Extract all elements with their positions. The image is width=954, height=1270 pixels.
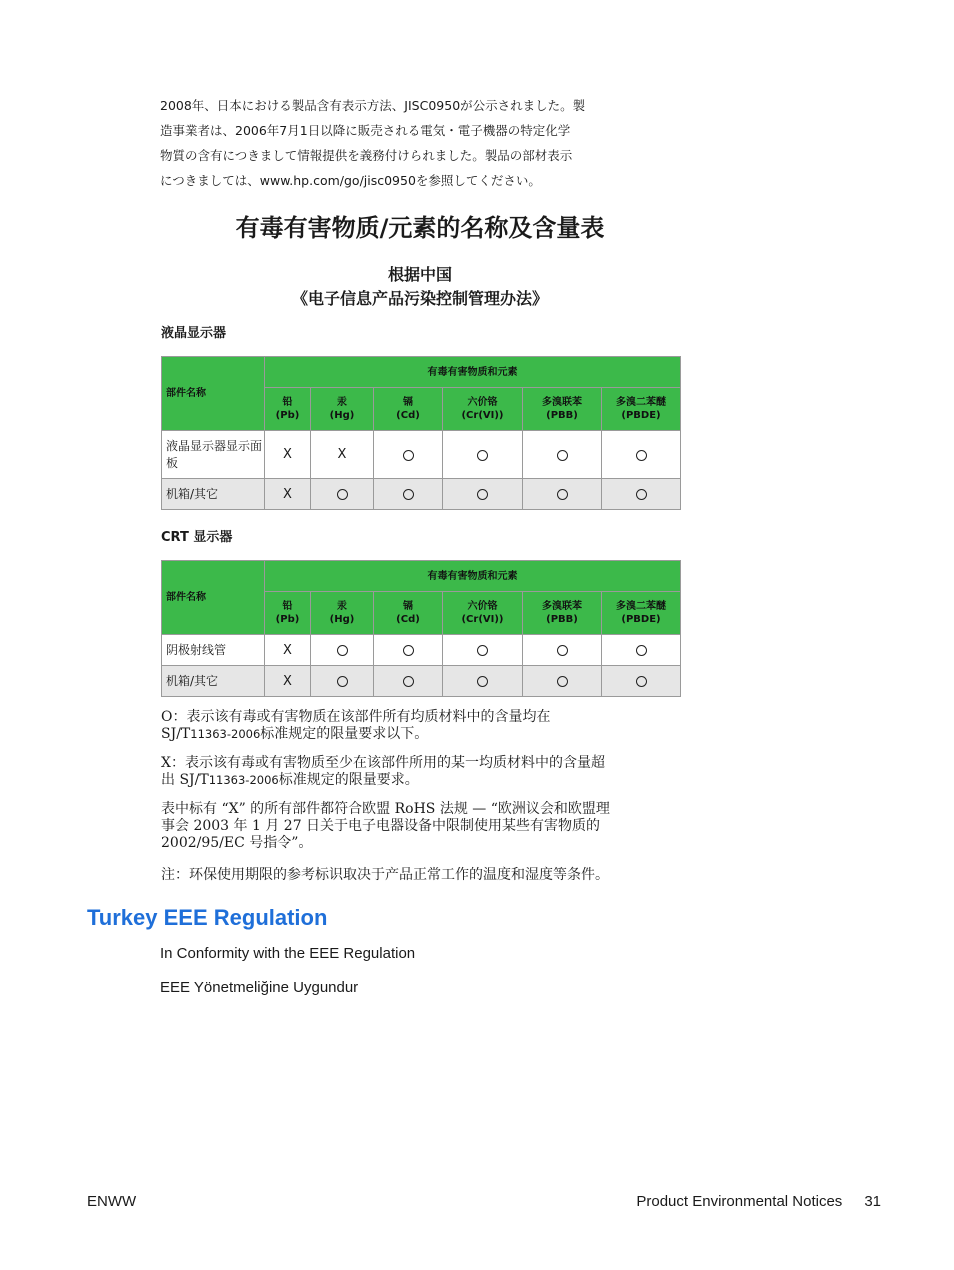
mark-cell [265, 666, 311, 697]
turkey-conformity-english: In Conformity with the EEE Regulation [160, 945, 416, 962]
environmental-period-note: 注：环保使用期限的参考标识取决于产品正常工作的温度和湿度等条件。 [161, 867, 609, 883]
part-name-cell: 液晶显示器显示面板 [162, 431, 265, 479]
mark-cell [311, 635, 374, 666]
footer-section-name: Product Environmental Notices [636, 1193, 843, 1210]
x-symbol-note: X：表示该有毒或有害物质至少在该部件所用的某一均质材料中的含量超 出 SJ/T11363-2006标准规定的限量要求。 [161, 755, 605, 788]
o-symbol-note: O：表示该有毒或有害物质在该部件所有均质材料中的含量均在 SJ/T11363-2006标准规定的限量要求以下。 [161, 709, 551, 742]
mark-cell [443, 431, 523, 479]
rohs-compliance-note: 表中标有 “X” 的所有部件都符合欧盟 RoHS 法规 — “欧洲议会和欧盟理 事会 2003 年 1 月 27 日关于电子电器设备中限制使用某些有害物质的 2002/95/EC 号指令”。 [161, 801, 610, 851]
mark-cell [443, 666, 523, 697]
mark-cell [443, 635, 523, 666]
mark-cell [602, 431, 681, 479]
column-header-pb: 铅 (Pb) [265, 388, 311, 431]
x-mark: X [283, 673, 292, 689]
mark-cell [523, 479, 602, 510]
o-mark-icon [557, 450, 568, 461]
lcd-hazardous-substance-table [161, 356, 681, 510]
mark-cell [374, 479, 443, 510]
o-mark-icon [477, 489, 488, 500]
substance-group-header: 有毒有害物质和元素 [265, 357, 681, 388]
china-regulation-name: 《电子信息产品污染控制管理办法》 [291, 289, 548, 308]
o-mark-icon [477, 676, 488, 687]
mark-cell [523, 431, 602, 479]
o-mark-icon [337, 645, 348, 656]
substance-group-header: 有毒有害物质和元素 [265, 561, 681, 592]
x-mark: X [283, 486, 292, 502]
column-header-cr6: 六价铬 (Cr(VI)) [443, 388, 523, 431]
part-name-cell: 阴极射线管 [162, 635, 265, 666]
o-mark-icon [337, 676, 348, 687]
mark-cell [265, 635, 311, 666]
mark-cell [265, 431, 311, 479]
turkey-section-heading: Turkey EEE Regulation [87, 905, 328, 930]
japan-notice-line: につきましては、www.hp.com/go/jisc0950を参照してください。 [160, 173, 541, 188]
column-header-pbb: 多溴联苯 (PBB) [523, 388, 602, 431]
japan-notice-line: 造事業者は、2006年7月1日以降に販売される電気・電子機器の特定化学 [160, 123, 571, 138]
mark-cell [311, 666, 374, 697]
o-mark-icon [636, 489, 647, 500]
x-mark: X [283, 642, 292, 658]
column-header-cr6: 六价铬 (Cr(VI)) [443, 592, 523, 635]
o-mark-icon [636, 676, 647, 687]
turkey-conformity-turkish: EEE Yönetmeliğine Uygundur [160, 979, 359, 996]
japan-notice-line: 2008年、日本における製品含有表示方法、JISC0950が公示されました。製 [160, 98, 586, 113]
table-row [162, 479, 681, 510]
mark-cell [311, 479, 374, 510]
o-mark-icon [636, 450, 647, 461]
table-row [162, 666, 681, 697]
part-name-header: 部件名称 [162, 561, 265, 635]
japan-notice-line: 物質の含有につきまして情報提供を義務付けられました。製品の部材表示 [160, 148, 573, 163]
mark-cell [523, 635, 602, 666]
o-mark-icon [557, 676, 568, 687]
mark-cell [443, 479, 523, 510]
o-mark-icon [403, 676, 414, 687]
column-header-pb: 铅 (Pb) [265, 592, 311, 635]
mark-cell [311, 431, 374, 479]
column-header-cd: 镉 (Cd) [374, 592, 443, 635]
part-name-cell: 机箱/其它 [162, 479, 265, 510]
column-header-pbde: 多溴二苯醚 (PBDE) [602, 388, 681, 431]
mark-cell [265, 479, 311, 510]
x-mark: X [337, 447, 347, 462]
china-table-title: 有毒有害物质/元素的名称及含量表 [235, 214, 605, 242]
o-mark-icon [403, 450, 414, 461]
x-mark: X [283, 447, 292, 462]
lcd-section-label: 液晶显示器 [161, 326, 227, 341]
column-header-pbb: 多溴联苯 (PBB) [523, 592, 602, 635]
page-number: 31 [864, 1193, 881, 1210]
o-mark-icon [337, 489, 348, 500]
mark-cell [374, 431, 443, 479]
china-subtitle: 根据中国 [387, 265, 452, 284]
japan-notice-paragraph [160, 93, 630, 193]
crt-section-label: CRT 显示器 [161, 530, 233, 545]
part-name-cell: 机箱/其它 [162, 666, 265, 697]
o-mark-icon [557, 489, 568, 500]
column-header-pbde: 多溴二苯醚 (PBDE) [602, 592, 681, 635]
mark-cell [374, 666, 443, 697]
mark-cell [602, 635, 681, 666]
o-mark-icon [557, 645, 568, 656]
o-mark-icon [403, 645, 414, 656]
footer-section-and-page [636, 1193, 881, 1210]
column-header-cd: 镉 (Cd) [374, 388, 443, 431]
footer-doc-code: ENWW [87, 1193, 137, 1210]
mark-cell [602, 666, 681, 697]
mark-cell [523, 666, 602, 697]
mark-cell [602, 479, 681, 510]
mark-cell [374, 635, 443, 666]
part-name-header: 部件名称 [162, 357, 265, 431]
o-mark-icon [477, 450, 488, 461]
column-header-hg: 汞 (Hg) [311, 592, 374, 635]
crt-hazardous-substance-table [161, 560, 681, 697]
o-mark-icon [477, 645, 488, 656]
table-row [162, 431, 681, 479]
o-mark-icon [403, 489, 414, 500]
table-row [162, 635, 681, 666]
column-header-hg: 汞 (Hg) [311, 388, 374, 431]
o-mark-icon [636, 645, 647, 656]
